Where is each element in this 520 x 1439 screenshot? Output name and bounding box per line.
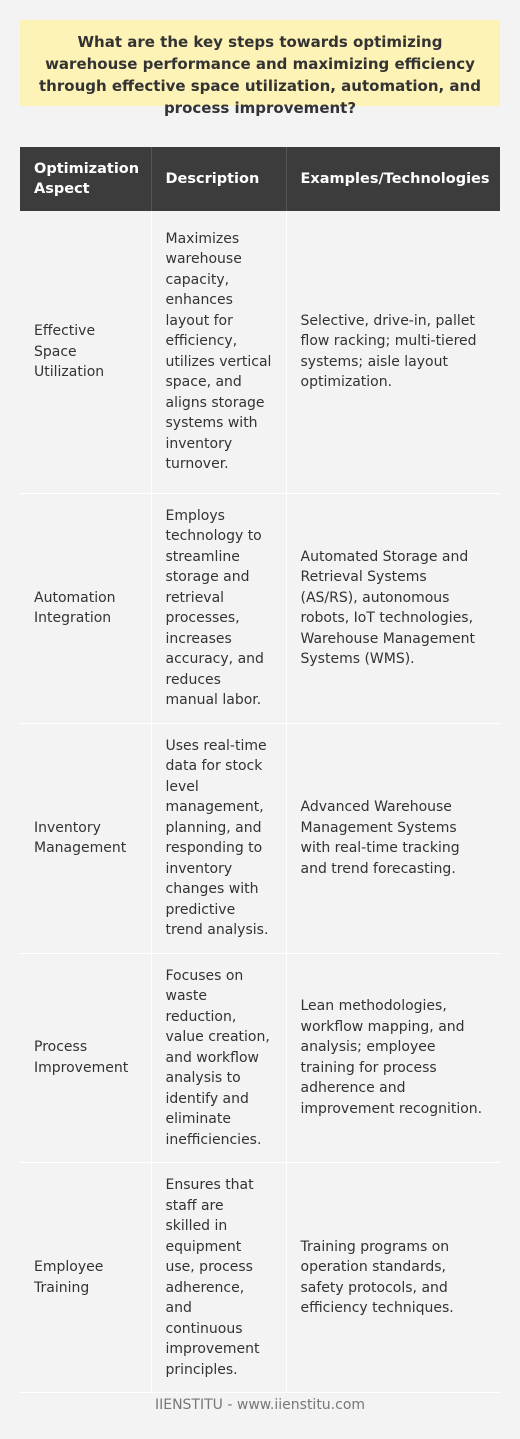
row-examples: Selective, drive-in, pallet flow racking; multi-tiered systems; aisle layout optimization. bbox=[286, 211, 500, 493]
row-aspect: Automation Integration bbox=[20, 493, 151, 723]
row-aspect: Process Improvement bbox=[20, 953, 151, 1163]
row-description: Employs technology to streamline storage and retrieval processes, increases accuracy, and reduces manual labor. bbox=[151, 493, 286, 723]
table-row bbox=[20, 723, 500, 953]
row-examples: Advanced Warehouse Management Systems with real-time tracking and trend forecasting. bbox=[286, 723, 500, 953]
row-description: Focuses on waste reduction, value creation, and workflow analysis to identify and eliminate inefficiencies. bbox=[151, 953, 286, 1163]
header-examples-technologies: Examples/Technologies bbox=[286, 147, 500, 211]
row-examples: Training programs on operation standards, safety protocols, and efficiency techniques. bbox=[286, 1163, 500, 1393]
table-row bbox=[20, 493, 500, 723]
header-optimization-aspect: Optimization Aspect bbox=[20, 147, 151, 211]
row-description: Maximizes warehouse capacity, enhances layout for efficiency, utilizes vertical space, and aligns storage systems with inventory turnover. bbox=[151, 211, 286, 493]
row-description: Ensures that staff are skilled in equipment use, process adherence, and continuous improvement principles. bbox=[151, 1163, 286, 1393]
table-header-row bbox=[20, 147, 500, 211]
page-title: What are the key steps towards optimizing warehouse performance and maximizing efficiency through effective space utilization, automation, and process improvement? bbox=[20, 20, 500, 106]
optimization-table bbox=[20, 147, 500, 1393]
row-aspect: Inventory Management bbox=[20, 723, 151, 953]
header-description: Description bbox=[151, 147, 286, 211]
table-row bbox=[20, 1163, 500, 1393]
table-row bbox=[20, 211, 500, 493]
row-aspect: Effective Space Utilization bbox=[20, 211, 151, 493]
footer-attribution: IIENSTITU - www.iienstitu.com bbox=[154, 1397, 366, 1413]
row-aspect: Employee Training bbox=[20, 1163, 151, 1393]
table-row bbox=[20, 953, 500, 1163]
row-description: Uses real-time data for stock level management, planning, and responding to inventory changes with predictive trend analysis. bbox=[151, 723, 286, 953]
row-examples: Automated Storage and Retrieval Systems (AS/RS), autonomous robots, IoT technologies, Warehouse Management Systems (WMS). bbox=[286, 493, 500, 723]
row-examples: Lean methodologies, workflow mapping, and analysis; employee training for process adherence and improvement recognition. bbox=[286, 953, 500, 1163]
